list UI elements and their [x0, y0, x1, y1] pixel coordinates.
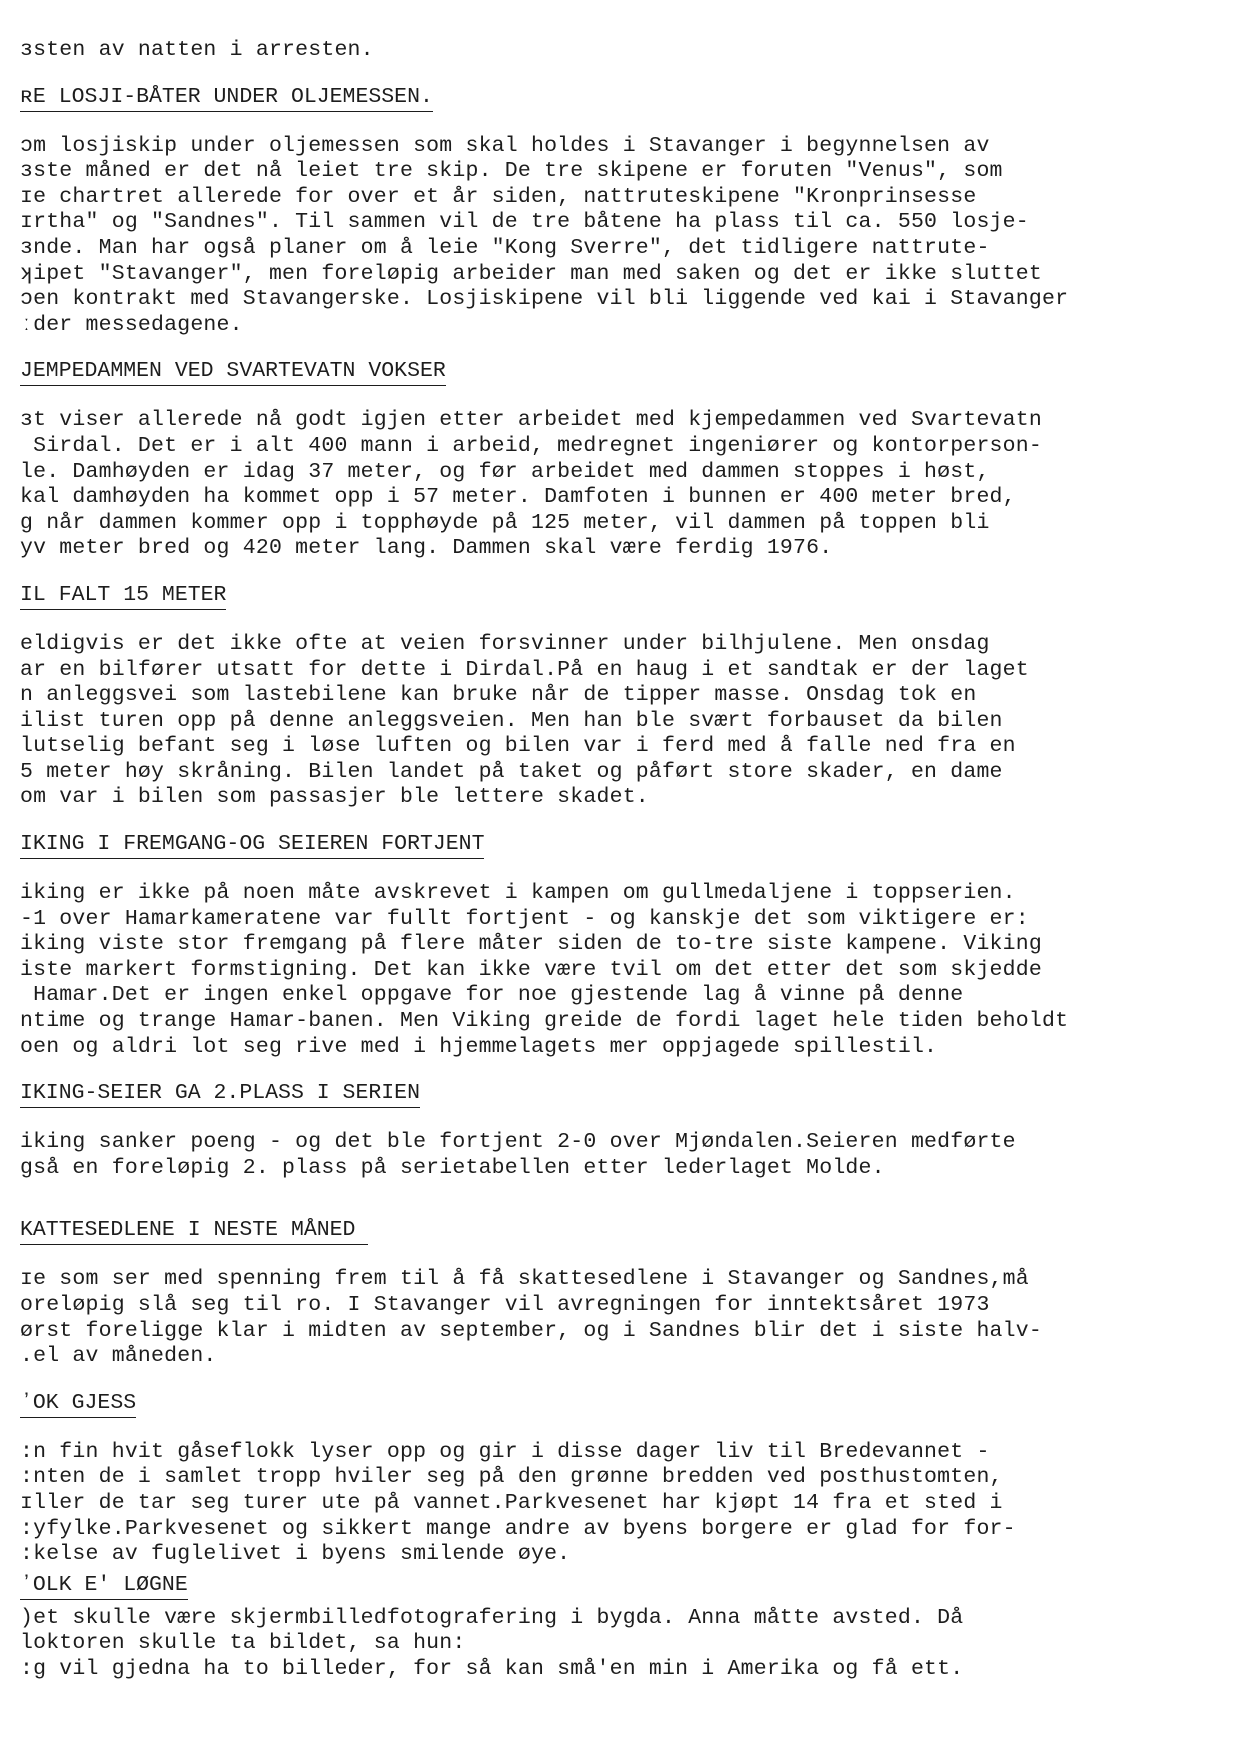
- article-line: ɔen kontrakt med Stavangerske. Losjiskipene vil bli liggende ved kai i Stavanger: [20, 287, 1069, 312]
- article-line: :kelse av fuglelivet i byens smilende øye.: [20, 1542, 571, 1567]
- article-heading: JEMPEDAMMEN VED SVARTEVATN VOKSER: [20, 358, 446, 386]
- article-line: kal damhøyden ha kommet opp i 57 meter. Damfoten i bunnen er 400 meter bred,: [20, 485, 1016, 510]
- article-line: ɜnde. Man har også planer om å leie "Kong Sverre", det tidligere nattrute-: [20, 235, 990, 260]
- article-folk-loegne: [20, 1572, 1220, 1683]
- article-line: -1 over Hamarkameratene var fullt fortjent - og kanskje det som viktigere er:: [20, 906, 1029, 931]
- article-losji: [20, 84, 1220, 339]
- article-line: om var i bilen som passasjer ble lettere skadet.: [20, 785, 649, 810]
- article-line: ːder messedagene.: [20, 312, 243, 337]
- article-line: :yfylke.Parkvesenet og sikkert mange andre av byens borgere er glad for for-: [20, 1516, 1016, 1541]
- article-line: ɜste måned er det nå leiet tre skip. De tre skipene er foruten "Venus", som: [20, 159, 1003, 184]
- article-line: lutselig befant seg i løse luften og bilen var i ferd med å falle ned fra en: [20, 734, 1016, 759]
- article-heading: IKING-SEIER GA 2.PLASS I SERIEN: [20, 1080, 420, 1108]
- article-line: iking sanker poeng - og det ble fortjent 2-0 over Mjøndalen.Seieren medførte: [20, 1130, 1016, 1155]
- article-line: ɪrtha" og "Sandnes". Til sammen vil de tre båtene ha plass til ca. 550 losje-: [20, 210, 1029, 235]
- article-kjempedammen: [20, 358, 1220, 562]
- article-line: iking viste stor fremgang på flere måter siden de to-tre siste kampene. Viking: [20, 932, 1042, 957]
- article-line: n anleggsvei som lastebilene kan bruke når de tipper masse. Onsdag tok en: [20, 683, 977, 708]
- article-line: iste markert formstigning. Det kan ikke være tvil om det etter det som skjedde: [20, 957, 1042, 982]
- article-line: ɪe chartret allerede for over et år siden, nattruteskipene "Kronprinsesse: [20, 184, 977, 209]
- article-line: 5 meter høy skråning. Bilen landet på taket og påført store skader, en dame: [20, 759, 1003, 784]
- article-line: g når dammen kommer opp i topphøyde på 125 meter, vil dammen på toppen bli: [20, 510, 990, 535]
- article-viking-fremgang: [20, 831, 1220, 1060]
- article-line: ørst foreligge klar i midten av september, og i Sandnes blir det i siste halv-: [20, 1318, 1042, 1343]
- article-line: ʞipet "Stavanger", men foreløpig arbeider man med saken og det er ikke sluttet: [20, 261, 1042, 286]
- article-line: ɪe som ser med spenning frem til å få skattesedlene i Stavanger og Sandnes,må: [20, 1267, 1029, 1292]
- article-line: ɔm losjiskip under oljemessen som skal holdes i Stavanger i begynnelsen av: [20, 133, 990, 158]
- article-line: ɪller de tar seg turer ute på vannet.Parkvesenet har kjøpt 14 fra et sted i: [20, 1490, 1003, 1515]
- article-line: le. Damhøyden er idag 37 meter, og før arbeidet med dammen stoppes i høst,: [20, 459, 990, 484]
- article-line: :nten de i samlet tropp hviler seg på den grønne bredden ved posthustomten,: [20, 1465, 1003, 1490]
- article-line: iking er ikke på noen måte avskrevet i kampen om gullmedaljene i toppserien.: [20, 881, 1016, 906]
- article-bil-falt: [20, 582, 1220, 811]
- article-heading: IL FALT 15 METER: [20, 582, 226, 610]
- article-line: :g vil gjedna ha to billeder, for så kan små'en min i Amerika og få ett.: [20, 1656, 964, 1681]
- article-line: Hamar.Det er ingen enkel oppgave for noe gjestende lag å vinne på denne: [20, 983, 964, 1008]
- article-line: oreløpig slå seg til ro. I Stavanger vil avregningen for inntektsåret 1973: [20, 1293, 990, 1317]
- article-gjess: [20, 1390, 1220, 1568]
- article-heading: IKING I FREMGANG-OG SEIEREN FORTJENT: [20, 831, 484, 859]
- article-line: .el av måneden.: [20, 1344, 217, 1369]
- article-line: ɜt viser allerede nå godt igjen etter arbeidet med kjempedammen ved Svartevatn: [20, 408, 1042, 433]
- article-heading: ʼOK GJESS: [20, 1390, 136, 1418]
- intro-line: ɜsten av natten i arresten.: [20, 38, 374, 62]
- article-skattesedlene: [20, 1217, 1220, 1369]
- document-page: [20, 38, 1220, 1683]
- article-line: yv meter bred og 420 meter lang. Dammen skal være ferdig 1976.: [20, 536, 833, 561]
- article-viking-seier: [20, 1080, 1220, 1181]
- article-line: eldigvis er det ikke ofte at veien forsvinner under bilhjulene. Men onsdag: [20, 631, 990, 656]
- article-line: ar en bilfører utsatt for dette i Dirdal.På en haug i et sandtak er der laget: [20, 657, 1029, 682]
- article-line: )et skulle være skjermbilledfotografering i bygda. Anna måtte avsted. Då: [20, 1605, 964, 1630]
- article-heading: ʼOLK E' LØGNE: [20, 1572, 188, 1600]
- article-line: ilist turen opp på denne anleggsveien. Men han ble svært forbauset da bilen: [20, 708, 1003, 733]
- article-line: ntime og trange Hamar-banen. Men Viking greide de fordi laget hele tiden beholdt: [20, 1009, 1069, 1034]
- article-line: Sirdal. Det er i alt 400 mann i arbeid, medregnet ingeniører og kontorperson-: [20, 433, 1042, 458]
- article-heading: KATTESEDLENE I NESTE MÅNED: [20, 1217, 368, 1245]
- article-heading: ʀE LOSJI-BÅTER UNDER OLJEMESSEN.: [20, 84, 433, 112]
- article-line: oen og aldri lot seg rive med i hjemmelagets mer oppjagede spillestil.: [20, 1034, 938, 1059]
- article-line: gså en foreløpig 2. plass på serietabellen etter lederlaget Molde.: [20, 1155, 885, 1180]
- article-line: loktoren skulle ta bildet, sa hun:: [20, 1631, 466, 1656]
- article-line: :n fin hvit gåseflokk lyser opp og gir i disse dager liv til Bredevannet -: [20, 1439, 990, 1464]
